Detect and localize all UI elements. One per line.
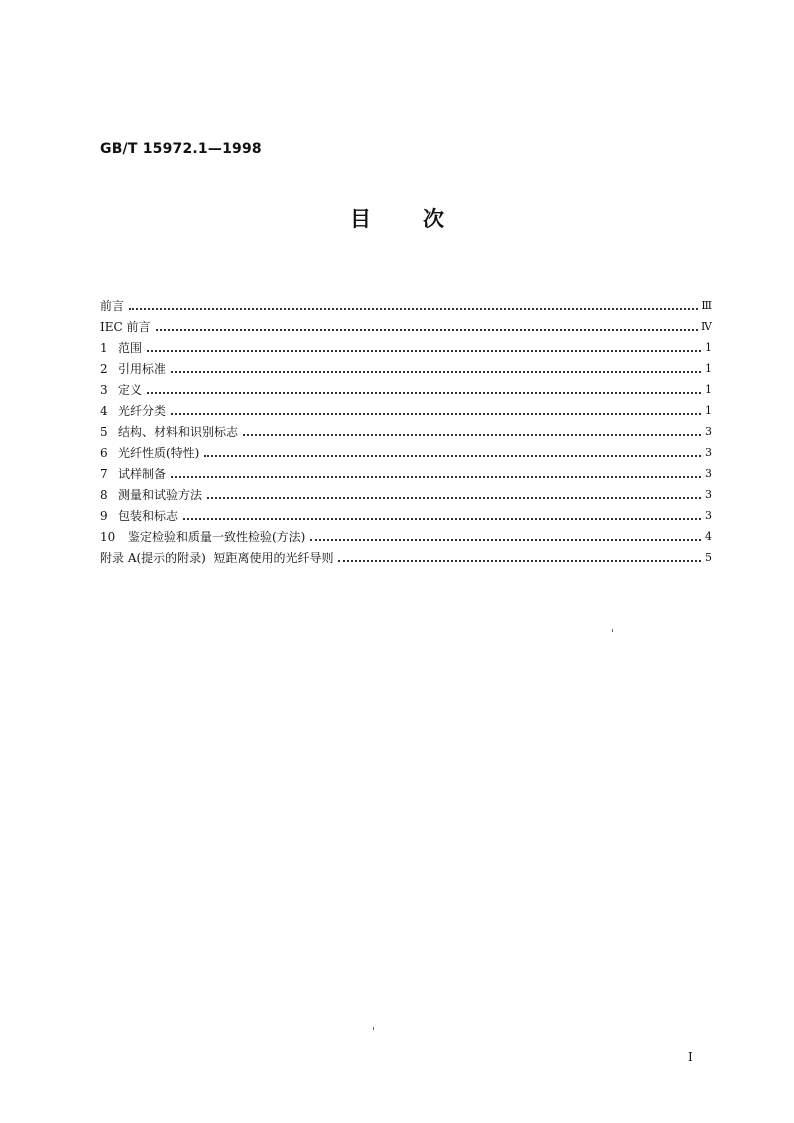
toc-entry-number: 4 [100, 404, 108, 418]
table-of-contents [100, 292, 712, 565]
toc-entry-fibre-classification[interactable] [100, 397, 712, 418]
toc-leader-dots [171, 413, 701, 415]
toc-entry-construction-materials[interactable] [100, 418, 712, 439]
title-char-1: 目 [350, 207, 371, 231]
toc-entry-page: 3 [705, 467, 712, 480]
toc-entry-label: 结构、材料和识别标志 [118, 425, 239, 439]
toc-entry-label: 测量和试验方法 [118, 488, 203, 502]
toc-leader-dots [310, 539, 701, 541]
toc-entry-number: 5 [100, 425, 108, 439]
toc-entry-normative-references[interactable] [100, 355, 712, 376]
toc-entry-page: 4 [705, 530, 712, 543]
toc-entry-packaging-marking[interactable] [100, 502, 712, 523]
toc-entry-label: 范围 [118, 341, 143, 355]
scan-speck [612, 629, 613, 632]
toc-entry-scope[interactable] [100, 334, 712, 355]
toc-leader-dots [171, 476, 701, 478]
toc-entry-label: IEC 前言 [100, 320, 151, 334]
toc-leader-dots [338, 560, 701, 562]
toc-leader-dots [147, 350, 701, 352]
toc-entry-sample-preparation[interactable] [100, 460, 712, 481]
toc-entry-label: 包装和标志 [118, 509, 179, 523]
toc-entry-page: 5 [705, 551, 712, 564]
toc-entry-page: 1 [705, 362, 712, 375]
toc-entry-page: 1 [705, 341, 712, 354]
toc-entry-qualification-inspection[interactable] [100, 523, 712, 544]
toc-entry-page: Ⅳ [701, 320, 712, 333]
title-char-2: 次 [423, 207, 444, 231]
toc-entry-page: 3 [705, 509, 712, 522]
toc-entry-label: 引用标准 [118, 362, 167, 376]
toc-entry-label: 光纤性质(特性) [118, 446, 200, 460]
toc-leader-dots [129, 308, 698, 310]
toc-entry-page: 3 [705, 488, 712, 501]
toc-entry-number: 7 [100, 467, 108, 481]
toc-entry-number: 6 [100, 446, 108, 460]
toc-entry-number: 8 [100, 488, 108, 502]
toc-entry-label: 试样制备 [118, 467, 167, 481]
toc-entry-label: 前言 [100, 299, 125, 313]
toc-entry-number: 10 [100, 530, 116, 544]
toc-entry-label: 光纤分类 [118, 404, 167, 418]
toc-leader-dots [147, 392, 701, 394]
toc-leader-dots [243, 434, 701, 436]
toc-leader-dots [171, 371, 701, 373]
toc-entry-fibre-properties[interactable] [100, 439, 712, 460]
toc-entry-annex-a[interactable] [100, 544, 712, 565]
toc-leader-dots [156, 329, 699, 331]
toc-entry-foreword[interactable] [100, 292, 712, 313]
toc-entry-page: 3 [705, 425, 712, 438]
toc-entry-page: Ⅲ [701, 299, 712, 312]
toc-entry-label: 鉴定检验和质量一致性检验(方法) [128, 530, 306, 544]
toc-leader-dots [183, 518, 701, 520]
toc-entry-number: 2 [100, 362, 108, 376]
page-number: I [688, 1050, 693, 1064]
toc-entry-iec-foreword[interactable] [100, 313, 712, 334]
toc-entry-number: 3 [100, 383, 108, 397]
toc-entry-label: 附录 A(提示的附录) 短距离使用的光纤导则 [100, 551, 334, 565]
toc-entry-number: 9 [100, 509, 108, 523]
scan-speck [373, 1027, 374, 1030]
toc-entry-test-methods[interactable] [100, 481, 712, 502]
toc-entry-definitions[interactable] [100, 376, 712, 397]
toc-entry-page: 3 [705, 446, 712, 459]
toc-entry-page: 1 [705, 404, 712, 417]
toc-entry-number: 1 [100, 341, 108, 355]
toc-entry-page: 1 [705, 383, 712, 396]
toc-entry-label: 定义 [118, 383, 143, 397]
page-title [0, 203, 794, 233]
toc-leader-dots [207, 497, 701, 499]
toc-leader-dots [204, 455, 701, 457]
standard-code: GB/T 15972.1—1998 [100, 141, 262, 157]
